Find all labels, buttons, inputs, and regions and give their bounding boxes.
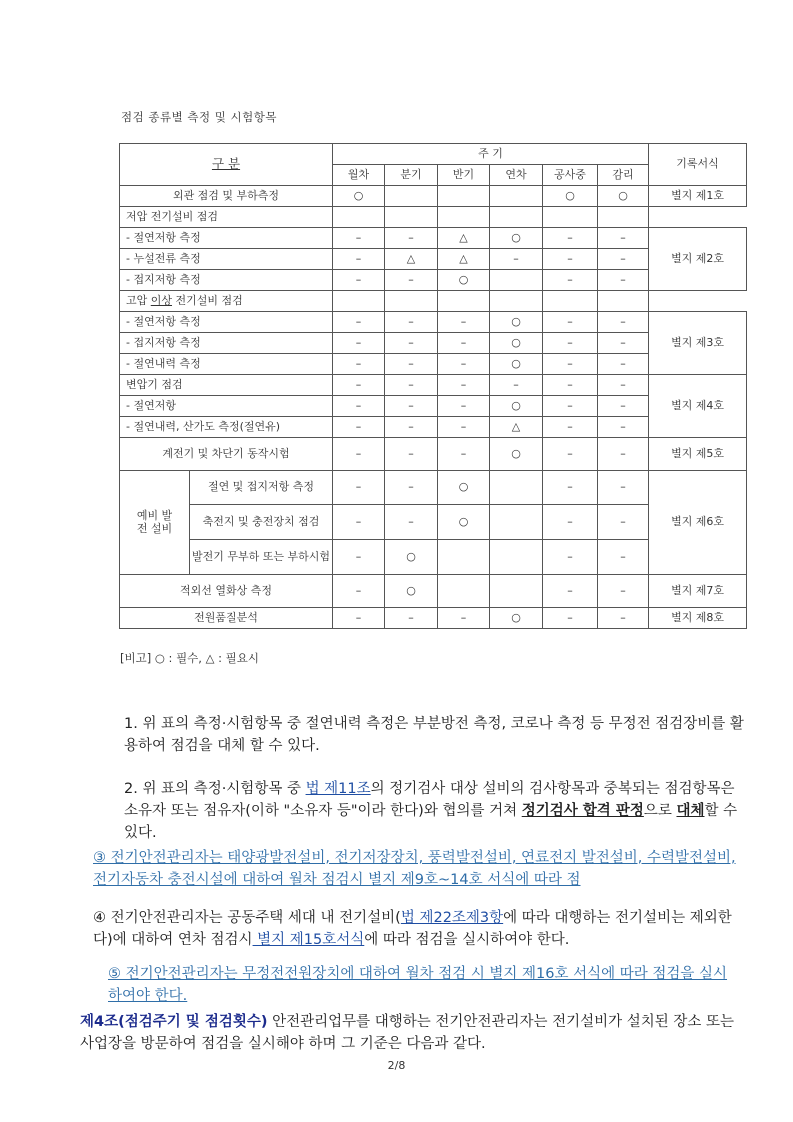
header-period-cell: 월차 (333, 165, 385, 186)
item-label: - 절연내력, 산가도 측정(절연유) (120, 417, 333, 438)
circle-mark: ○ (385, 575, 438, 608)
table-row (120, 207, 747, 228)
period-cell (490, 505, 543, 540)
period-cell: – (385, 270, 438, 291)
period-cell: – (490, 375, 543, 396)
header-period: 주 기 (333, 144, 649, 165)
period-cell: – (333, 312, 385, 333)
period-cell: – (438, 608, 490, 629)
inspection-table (119, 143, 747, 629)
period-cell: – (543, 228, 598, 249)
circle-mark: ○ (543, 186, 598, 207)
period-cell (490, 540, 543, 575)
form-cell: 별지 제5호 (649, 438, 747, 471)
circle-mark: ○ (438, 270, 490, 291)
period-cell: – (543, 375, 598, 396)
period-cell (598, 291, 649, 312)
period-cell: – (385, 312, 438, 333)
period-cell: – (598, 417, 649, 438)
period-cell: – (543, 249, 598, 270)
law-11-link[interactable]: 법 제11조 (305, 781, 371, 797)
period-cell: – (385, 354, 438, 375)
period-cell: – (598, 608, 649, 629)
period-cell: – (598, 375, 649, 396)
form-cell: 별지 제8호 (649, 608, 747, 629)
circle-mark: ○ (490, 333, 543, 354)
period-cell: – (598, 396, 649, 417)
paragraph-5: ⑤ 전기안전관리자는 무정전전원장치에 대하여 월차 점검 시 별지 제16호 서식에 따라 점검을 실시하여야 한다. (108, 966, 728, 1004)
table-row (120, 608, 747, 629)
item-label: - 절연저항 (120, 396, 333, 417)
item-label: 절연 및 접지저항 측정 (190, 471, 333, 505)
period-cell (333, 291, 385, 312)
period-cell: – (333, 417, 385, 438)
table-row (120, 375, 747, 396)
form-cell: 별지 제1호 (649, 186, 747, 207)
circle-mark: ○ (490, 228, 543, 249)
circle-mark: ○ (490, 312, 543, 333)
paragraph-2: 2. 위 표의 측정·시험항목 중 법 제11조의 정기검사 대상 설비의 검사항목과 중복되는 점검항목은 소유자 또는 점유자(이하 "소유자 등"이라 한다)와 협의를 거쳐 정기검사 합격 판정으로 대체할 수 있다. (124, 781, 738, 841)
period-cell: – (385, 228, 438, 249)
item-label: 저압 전기설비 점검 (120, 207, 333, 228)
period-cell (543, 291, 598, 312)
header-period-cell: 공사중 (543, 165, 598, 186)
period-cell: – (333, 333, 385, 354)
form-15-link[interactable]: 별지 제15호서식 (252, 932, 365, 948)
period-cell: – (385, 608, 438, 629)
period-cell (385, 207, 438, 228)
period-cell: – (598, 228, 649, 249)
header-period-cell: 반기 (438, 165, 490, 186)
table-row (120, 575, 747, 608)
period-cell: – (543, 505, 598, 540)
circle-mark: ○ (490, 354, 543, 375)
period-cell: – (598, 471, 649, 505)
item-label: 계전기 및 차단기 동작시험 (120, 438, 333, 471)
period-cell: – (543, 608, 598, 629)
period-cell: – (385, 505, 438, 540)
circle-mark: ○ (385, 540, 438, 575)
table-row (120, 312, 747, 333)
item-label: - 절연저항 측정 (120, 228, 333, 249)
table-row (120, 438, 747, 471)
period-cell: – (333, 354, 385, 375)
item-label: 변압기 점검 (120, 375, 333, 396)
period-cell (598, 207, 649, 228)
triangle-mark: △ (490, 417, 543, 438)
period-cell: – (543, 438, 598, 471)
period-cell: – (598, 354, 649, 375)
form-cell: 별지 제2호 (649, 228, 747, 291)
item-label: - 절연저항 측정 (120, 312, 333, 333)
period-cell: – (438, 333, 490, 354)
period-cell: – (543, 333, 598, 354)
form-cell: 별지 제4호 (649, 375, 747, 438)
period-cell: – (333, 438, 385, 471)
period-cell: – (543, 417, 598, 438)
period-cell: – (543, 575, 598, 608)
header-period-cell: 분기 (385, 165, 438, 186)
period-cell: – (333, 471, 385, 505)
triangle-mark: △ (438, 228, 490, 249)
table-row (120, 228, 747, 249)
period-cell: – (385, 417, 438, 438)
header-group-label: 구 분 (211, 156, 241, 172)
item-label: - 접지저항 측정 (120, 270, 333, 291)
period-cell: – (438, 375, 490, 396)
period-cell: – (598, 438, 649, 471)
item-label: 외관 점검 및 부하측정 (120, 186, 333, 207)
period-cell (490, 291, 543, 312)
triangle-mark: △ (385, 249, 438, 270)
item-label: 발전기 무부하 또는 부하시험 (190, 540, 333, 575)
period-cell: – (598, 505, 649, 540)
circle-mark: ○ (438, 505, 490, 540)
period-cell: – (333, 249, 385, 270)
paragraph-1: 1. 위 표의 측정·시험항목 중 절연내력 측정은 부분방전 측정, 코로나 측정 등 무정전 점검장비를 활용하여 점검을 대체 할 수 있다. (124, 716, 744, 754)
period-cell: – (333, 228, 385, 249)
item-label: 적외선 열화상 측정 (120, 575, 333, 608)
period-cell: – (438, 438, 490, 471)
circle-mark: ○ (598, 186, 649, 207)
item-label: 고압 이상 전기설비 점검 (120, 291, 333, 312)
table-note: [비고] ○ : 필수, △ : 필요시 (120, 651, 259, 665)
period-cell: – (438, 312, 490, 333)
period-cell: – (333, 608, 385, 629)
period-cell: – (333, 575, 385, 608)
period-cell (490, 186, 543, 207)
period-cell: – (438, 417, 490, 438)
table-row (120, 144, 747, 165)
paragraph-6: 제4조(점검주기 및 점검횟수) 안전관리업무를 대행하는 전기안전관리자는 전기설비가 설치된 장소 또는 사업장을 방문하여 점검을 실시해야 하며 그 기준은 다음과 같다. (80, 1014, 734, 1052)
circle-mark: ○ (490, 396, 543, 417)
period-cell (490, 471, 543, 505)
period-cell: – (333, 540, 385, 575)
period-cell (490, 270, 543, 291)
underlined-word: 이상 (150, 293, 173, 307)
header-period-cell: 연차 (490, 165, 543, 186)
period-cell: – (598, 540, 649, 575)
form-cell: 별지 제7호 (649, 575, 747, 608)
period-cell (438, 207, 490, 228)
circle-mark: ○ (490, 608, 543, 629)
period-cell: – (598, 575, 649, 608)
period-cell: – (543, 270, 598, 291)
period-cell: – (333, 270, 385, 291)
period-cell: – (543, 312, 598, 333)
form-cell: 별지 제3호 (649, 312, 747, 375)
circle-mark: ○ (438, 471, 490, 505)
table-row (120, 291, 747, 312)
period-cell: – (598, 249, 649, 270)
period-cell: – (438, 354, 490, 375)
period-cell: – (543, 471, 598, 505)
period-cell: – (333, 396, 385, 417)
paragraph-3: ③ 전기안전관리자는 태양광발전설비, 전기저장장치, 풍력발전설비, 연료전지 발전설비, 수력발전설비, 전기자동차 충전시설에 대하여 월차 점검시 별지 제9호~14호 서식에 따라 점 (93, 850, 736, 888)
period-cell (490, 207, 543, 228)
item-label: - 누설전류 측정 (120, 249, 333, 270)
period-cell: – (385, 438, 438, 471)
header-form: 기록서식 (649, 144, 747, 186)
period-cell (438, 575, 490, 608)
reserve-group-label: 예비 발전 설비 (120, 471, 190, 575)
table-row (120, 471, 747, 505)
period-cell: – (385, 333, 438, 354)
period-cell: – (385, 396, 438, 417)
form-cell: 별지 제6호 (649, 471, 747, 575)
triangle-mark: △ (438, 249, 490, 270)
article-title: 제4조(점검주기 및 점검횟수) (80, 1014, 268, 1030)
period-cell: – (543, 540, 598, 575)
period-cell: – (598, 270, 649, 291)
paragraph-4: ④ 전기안전관리자는 공동주택 세대 내 전기설비(법 제22조제3항에 따라 대행하는 전기설비는 제외한다)에 대하여 연차 점검시 별지 제15호서식에 따라 점검을 실시하여야 한다. (93, 910, 732, 948)
circle-mark: ○ (333, 186, 385, 207)
law-22-link[interactable]: 법 제22조제3항 (400, 910, 504, 926)
period-cell (438, 186, 490, 207)
item-label: 축전지 및 충전장치 점검 (190, 505, 333, 540)
period-cell: – (543, 354, 598, 375)
period-cell (438, 540, 490, 575)
period-cell (385, 291, 438, 312)
item-label: - 접지저항 측정 (120, 333, 333, 354)
period-cell: – (333, 375, 385, 396)
period-cell (490, 575, 543, 608)
period-cell: – (598, 312, 649, 333)
period-cell: – (333, 505, 385, 540)
header-group (120, 144, 333, 186)
period-cell (543, 207, 598, 228)
period-cell: – (490, 249, 543, 270)
period-cell: – (438, 396, 490, 417)
period-cell: – (598, 333, 649, 354)
table-caption: 점검 종류별 측정 및 시험항목 (121, 110, 277, 124)
period-cell: – (385, 471, 438, 505)
period-cell: – (385, 375, 438, 396)
period-cell: – (543, 396, 598, 417)
period-cell (385, 186, 438, 207)
period-cell (333, 207, 385, 228)
page-number: 2/8 (387, 1059, 406, 1072)
header-period-cell: 감리 (598, 165, 649, 186)
item-label: 전원품질분석 (120, 608, 333, 629)
table-row (120, 186, 747, 207)
period-cell (438, 291, 490, 312)
item-label: - 절연내력 측정 (120, 354, 333, 375)
circle-mark: ○ (490, 438, 543, 471)
